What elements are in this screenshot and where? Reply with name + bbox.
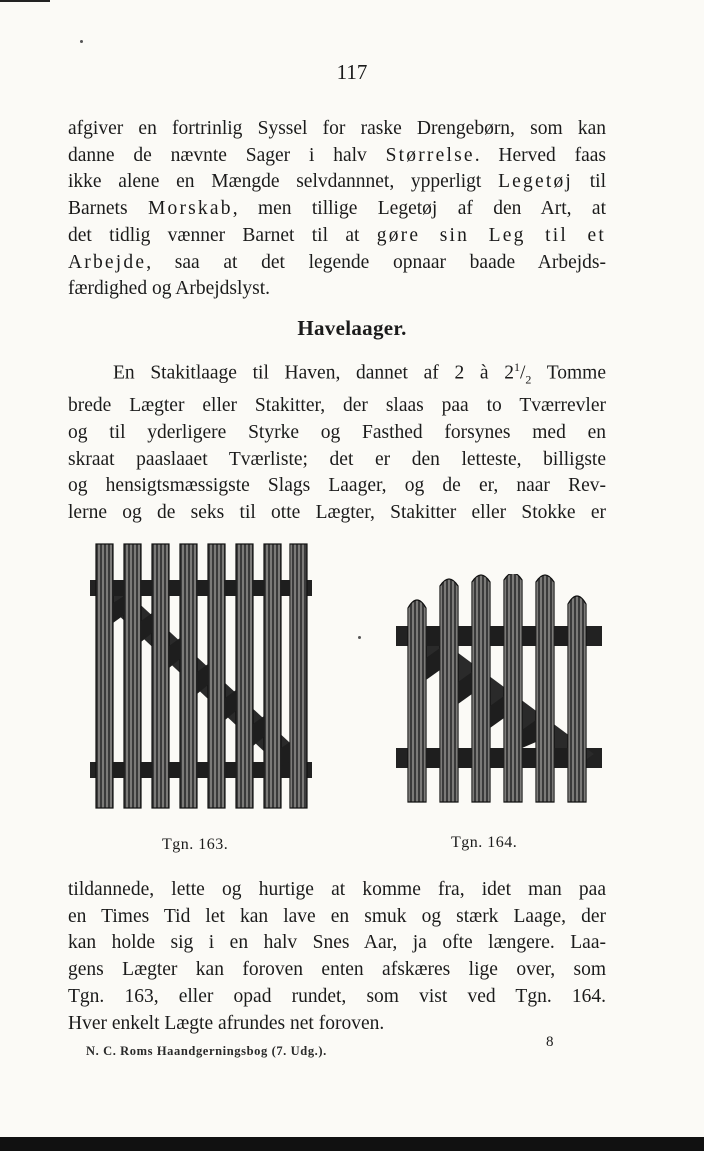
text-line: ikke alene en Mængde selvdannnet, ypperligt Legetøj til: [68, 171, 606, 193]
speck: [80, 40, 83, 43]
text-line: En Stakitlaage til Haven, dannet af 2 à $2^1/_2$ Tomme: [113, 360, 606, 387]
top-rule: [0, 0, 50, 2]
text-line: brede Lægter eller Stakitter, der slaas paa to Tværrevler: [68, 395, 606, 417]
figure-caption-163: Tgn. 163.: [162, 836, 229, 853]
signature-mark: 8: [546, 1034, 554, 1050]
text-line: Arbejde, saa at det legende opnaar baade Arbejds-: [68, 251, 606, 273]
text-line: og hensigtsmæssigste Slags Laager, og de er, naar Rev-: [68, 475, 606, 497]
scan-edge: [0, 1137, 704, 1151]
spaced-word: gøre sin Leg til et: [376, 224, 606, 246]
text-line: tildannede, lette og hurtige at komme fra, idet man paa: [68, 879, 606, 900]
text-line: lerne og de seks til otte Lægter, Stakitter eller Stokke er: [68, 501, 606, 523]
paragraph-1: [68, 116, 606, 303]
footer-imprint: N. C. Roms Haandgerningsbog (7. Udg.).: [86, 1044, 327, 1058]
text-line: en Times Tid let kan lave en smuk og stærk Laage, der: [68, 905, 606, 927]
text-line: Hver enkelt Lægte afrundes net foroven.: [68, 1012, 385, 1034]
gate-illustration-163: [90, 540, 312, 812]
text-line: danne de nævnte Sager i halv Størrelse. Herved faas: [68, 144, 607, 166]
gate-illustration-164: [396, 574, 602, 806]
spaced-word: Legetøj: [498, 171, 574, 193]
paragraph-2: [68, 354, 606, 527]
text-line: kan holde sig i en halv Snes Aar, ja ofte længere. Laa-: [68, 932, 606, 954]
spaced-word: Arbejde: [68, 251, 147, 273]
page-number: 117: [336, 60, 368, 84]
text-line: afgiver en fortrinlig Syssel for raske Drengebørn, som kan: [68, 118, 606, 139]
text-line: gens Lægter kan foroven enten afskæres lige over, som: [68, 959, 606, 981]
speck: [358, 636, 361, 639]
text-line: Tgn. 163, eller opad rundet, som vist ved Tgn. 164.: [68, 985, 606, 1007]
text-line: og til yderligere Styrke og Fasthed forsynes med en: [68, 421, 606, 443]
paragraph-3: [68, 877, 606, 1037]
section-heading: Havelaager.: [297, 316, 407, 340]
spaced-word: Morskab: [147, 198, 233, 220]
text-line: færdighed og Arbejdslyst.: [68, 278, 271, 300]
figure-caption-164: Tgn. 164.: [451, 834, 518, 851]
text-line: Barnets Morskab, men tillige Legetøj af den Art, at: [68, 198, 606, 220]
text-line: det tidlig vænner Barnet til at gøre sin Leg til et: [68, 224, 606, 246]
text-line: skraat paaslaaet Tværliste; det er den letteste, billigste: [68, 448, 606, 470]
spaced-word: Størrelse: [385, 144, 475, 166]
